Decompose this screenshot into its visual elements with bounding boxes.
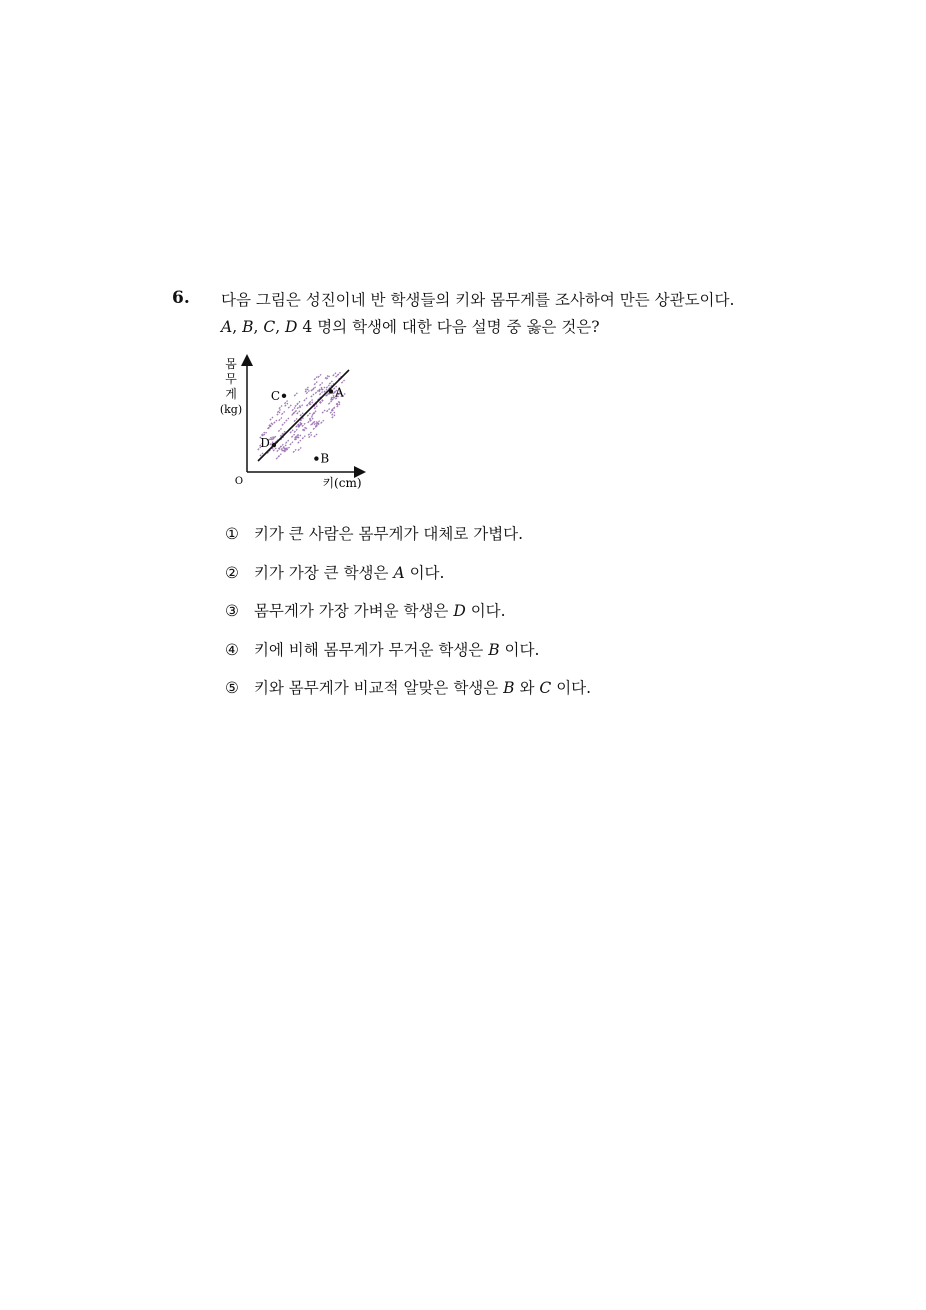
question-number: 6. — [172, 288, 190, 308]
option-3-var: D — [453, 602, 466, 620]
cloud-dash-22 — [311, 394, 314, 397]
scatter-cloud — [258, 372, 346, 459]
cloud-dash-44 — [319, 392, 322, 395]
cloud-dash-54 — [314, 382, 317, 385]
cloud-dash-12 — [290, 430, 293, 433]
option-3-text: 몸무게가 가장 가벼운 학생은 — [253, 602, 454, 620]
point-c — [282, 394, 286, 398]
var-b: B — [242, 318, 254, 336]
cloud-dash-67 — [328, 401, 331, 404]
cloud-dash-74 — [307, 403, 310, 406]
cloud-dash-36 — [295, 403, 298, 406]
option-3-mark: ③ — [225, 602, 239, 620]
option-4-post: 이다. — [499, 640, 540, 659]
cloud-dash-105 — [292, 408, 295, 411]
cloud-dash-93 — [294, 393, 297, 396]
cloud-dash-129 — [309, 416, 312, 419]
option-2-text: 키가 가장 큰 학생은 — [253, 563, 394, 582]
question-stem-line1: 다음 그림은 성진이네 반 학생들의 키와 몸무게를 조사하여 만든 상관도이다. — [221, 291, 735, 309]
option-3-post: 이다. — [465, 602, 506, 620]
y-axis-label-2: 무 — [225, 372, 237, 386]
cloud-dash-131 — [329, 381, 332, 384]
option-2-post: 이다. — [404, 563, 445, 582]
point-label-b: B — [320, 451, 330, 466]
cloud-dash-106 — [315, 390, 318, 393]
point-label-a: A — [335, 385, 344, 400]
correlation-diagram — [214, 352, 374, 497]
cloud-dash-133 — [322, 410, 325, 413]
option-5-post: 이다. — [551, 679, 592, 697]
option-1[interactable] — [225, 522, 591, 561]
cloud-dash-83 — [270, 417, 273, 420]
cloud-dash-38 — [314, 377, 317, 380]
option-5-var: B — [503, 679, 515, 697]
cloud-dash-159 — [321, 420, 324, 423]
cloud-dash-52 — [307, 413, 310, 416]
cloud-dash-157 — [302, 436, 305, 439]
cloud-dash-167 — [318, 374, 321, 377]
cloud-dash-121 — [341, 380, 344, 383]
var-a: A — [221, 318, 233, 336]
option-5-var2: C — [539, 679, 552, 697]
cloud-dash-51 — [314, 434, 317, 437]
cloud-dash-55 — [304, 398, 307, 401]
option-4-var: B — [488, 640, 500, 659]
cloud-dash-160 — [274, 420, 277, 423]
x-axis-label: 키(cm) — [322, 476, 362, 490]
var-c: C — [263, 318, 276, 336]
cloud-dash-18 — [298, 440, 301, 443]
cloud-dash-84 — [326, 385, 329, 388]
option-5-text: 키와 몸무게가 비교적 알맞은 학생은 — [253, 679, 504, 697]
cloud-dash-95 — [279, 406, 282, 409]
cloud-dash-42 — [291, 434, 294, 437]
cloud-dash-79 — [320, 382, 323, 385]
var-d: D — [285, 318, 298, 336]
cloud-dash-37 — [336, 374, 339, 377]
y-axis-label-1: 몸 — [225, 357, 237, 371]
option-4-text: 키에 비해 몸무게가 무거운 학생은 — [253, 640, 489, 659]
trend-line — [258, 370, 349, 461]
cloud-dash-30 — [298, 447, 301, 450]
option-2[interactable] — [225, 561, 591, 600]
point-label-c: C — [270, 388, 280, 403]
option-4-mark: ④ — [225, 640, 239, 659]
option-5[interactable] — [225, 676, 591, 715]
answer-options — [225, 522, 591, 715]
cloud-dash-136 — [278, 428, 281, 431]
point-label-d: D — [260, 436, 270, 451]
cloud-dash-112 — [313, 426, 316, 429]
stem-rest: 4 명의 학생에 대한 다음 설명 중 옳은 것은? — [302, 318, 600, 336]
option-3[interactable] — [225, 599, 591, 638]
option-5-mark: ⑤ — [225, 679, 239, 697]
point-a — [329, 389, 333, 393]
cloud-dash-150 — [293, 449, 296, 452]
cloud-dash-126 — [333, 373, 336, 376]
cloud-dash-156 — [327, 409, 330, 412]
option-1-mark: ① — [225, 525, 239, 543]
cloud-dash-166 — [279, 418, 282, 421]
question-stem-line2: A, B, C, D 4 명의 학생에 대한 다음 설명 중 옳은 것은? — [221, 318, 600, 336]
option-1-text: 키가 큰 사람은 몸무게가 대체로 가볍다. — [253, 525, 524, 543]
cloud-dash-86 — [282, 411, 285, 414]
option-5-mid: 와 — [514, 679, 540, 697]
cloud-dash-104 — [286, 418, 289, 421]
point-b — [314, 456, 318, 460]
point-d — [272, 443, 276, 447]
cloud-dash-128 — [278, 454, 281, 457]
cloud-dash-141 — [294, 429, 297, 432]
cloud-dash-125 — [282, 422, 285, 425]
cloud-dash-78 — [290, 442, 293, 445]
cloud-dash-70 — [288, 405, 291, 408]
option-4[interactable] — [225, 638, 591, 677]
y-axis-label-3: 게 — [225, 387, 237, 401]
origin-label: O — [234, 476, 244, 487]
option-2-mark: ② — [225, 563, 239, 582]
cloud-dash-109 — [286, 440, 289, 443]
y-axis-unit: (kg) — [219, 403, 243, 416]
cloud-dash-165 — [302, 423, 305, 426]
cloud-dash-115 — [297, 411, 300, 414]
option-2-var: A — [393, 563, 405, 582]
cloud-dash-77 — [294, 418, 297, 421]
